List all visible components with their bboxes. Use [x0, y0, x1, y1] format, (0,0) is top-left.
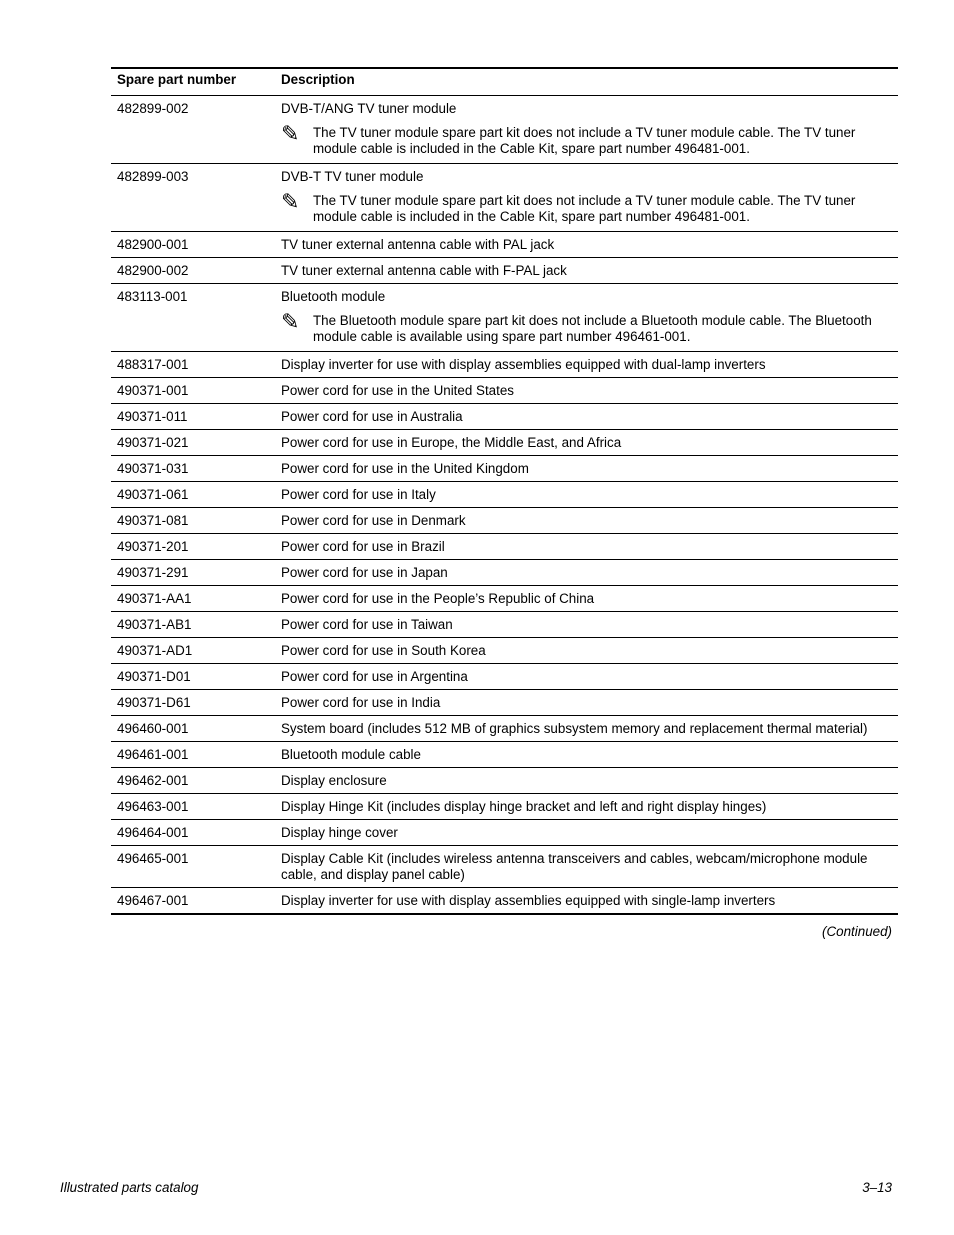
description-cell — [281, 612, 898, 638]
description-cell — [281, 742, 898, 768]
spare-part-number-cell: 496463-001 — [111, 794, 281, 820]
description-text: Power cord for use in South Korea — [281, 643, 486, 658]
table-row — [111, 768, 898, 794]
continued-label: (Continued) — [822, 924, 892, 939]
description-cell — [281, 164, 898, 232]
table-row — [111, 888, 898, 915]
description-text: Power cord for use in Japan — [281, 565, 448, 580]
table-body — [111, 96, 898, 915]
pencil-note-icon: ✎ — [281, 121, 300, 146]
description-cell — [281, 404, 898, 430]
description-text: Power cord for use in Australia — [281, 409, 463, 424]
table-row — [111, 284, 898, 352]
spare-part-number-cell: 482899-003 — [111, 164, 281, 232]
description-text: TV tuner external antenna cable with F-PAL jack — [281, 263, 567, 278]
footer-page-number: 3–13 — [862, 1180, 892, 1195]
note — [281, 189, 898, 225]
table-row — [111, 820, 898, 846]
table-row — [111, 404, 898, 430]
description-cell — [281, 534, 898, 560]
spare-part-number-cell: 490371-D01 — [111, 664, 281, 690]
description-text: Display enclosure — [281, 773, 387, 788]
description-cell — [281, 456, 898, 482]
description-cell — [281, 768, 898, 794]
description-cell — [281, 664, 898, 690]
table-row — [111, 456, 898, 482]
table-row — [111, 560, 898, 586]
description-text: Bluetooth module cable — [281, 747, 421, 762]
description-cell — [281, 284, 898, 352]
description-text: Power cord for use in Europe, the Middle East, and Africa — [281, 435, 622, 450]
header-spare-part-number: Spare part number — [111, 68, 281, 96]
spare-part-number-cell: 490371-081 — [111, 508, 281, 534]
description-cell — [281, 586, 898, 612]
spare-part-number-cell: 496465-001 — [111, 846, 281, 888]
description-cell — [281, 232, 898, 258]
description-text: Power cord for use in Taiwan — [281, 617, 453, 632]
spare-part-number-cell: 490371-201 — [111, 534, 281, 560]
spare-part-number-cell: 482900-001 — [111, 232, 281, 258]
pencil-note-icon: ✎ — [281, 309, 300, 334]
table-row — [111, 258, 898, 284]
description-cell — [281, 352, 898, 378]
spare-part-number-cell: 482899-002 — [111, 96, 281, 164]
note-text: The Bluetooth module spare part kit does not include a Bluetooth module cable. The Bluetooth module cable is available using spare part number 496461-001. — [313, 313, 872, 344]
spare-part-number-cell: 490371-001 — [111, 378, 281, 404]
table-row — [111, 664, 898, 690]
table-row — [111, 846, 898, 888]
spare-part-number-cell: 496464-001 — [111, 820, 281, 846]
pencil-note-icon: ✎ — [281, 189, 300, 214]
description-cell — [281, 482, 898, 508]
header-description: Description — [281, 68, 898, 96]
description-cell — [281, 378, 898, 404]
description-text: TV tuner external antenna cable with PAL jack — [281, 237, 555, 252]
description-text: Display inverter for use with display assemblies equipped with dual-lamp inverters — [281, 357, 766, 372]
spare-part-number-cell: 490371-011 — [111, 404, 281, 430]
table-row — [111, 378, 898, 404]
table-row — [111, 794, 898, 820]
spare-part-number-cell: 482900-002 — [111, 258, 281, 284]
spare-part-number-cell: 490371-291 — [111, 560, 281, 586]
footer-section-title: Illustrated parts catalog — [60, 1180, 199, 1195]
spare-part-number-cell: 490371-061 — [111, 482, 281, 508]
table-row — [111, 742, 898, 768]
description-text: DVB-T TV tuner module — [281, 169, 424, 184]
table-row — [111, 690, 898, 716]
table-row — [111, 508, 898, 534]
description-text: Display inverter for use with display assemblies equipped with single-lamp inverters — [281, 893, 776, 908]
description-text: Power cord for use in Argentina — [281, 669, 468, 684]
table-row — [111, 482, 898, 508]
description-text: Bluetooth module — [281, 289, 386, 304]
table-row — [111, 716, 898, 742]
spare-part-number-cell: 490371-D61 — [111, 690, 281, 716]
description-cell — [281, 258, 898, 284]
spare-part-number-cell: 496461-001 — [111, 742, 281, 768]
description-cell — [281, 794, 898, 820]
description-cell — [281, 820, 898, 846]
description-text: Power cord for use in Italy — [281, 487, 436, 502]
note — [281, 309, 898, 345]
spare-part-number-cell: 490371-AA1 — [111, 586, 281, 612]
note-text: The TV tuner module spare part kit does not include a TV tuner module cable. The TV tuner module cable is included in the Cable Kit, spare part number 496481-001. — [313, 125, 856, 156]
note — [281, 121, 898, 157]
description-text: System board (includes 512 MB of graphics subsystem memory and replacement thermal material) — [281, 721, 868, 736]
description-text: Power cord for use in India — [281, 695, 441, 710]
spare-part-number-cell: 490371-031 — [111, 456, 281, 482]
spare-part-number-cell: 496462-001 — [111, 768, 281, 794]
description-cell — [281, 430, 898, 456]
spare-part-number-cell: 490371-021 — [111, 430, 281, 456]
description-cell — [281, 846, 898, 888]
description-text: Display hinge cover — [281, 825, 398, 840]
description-text: Power cord for use in the United Kingdom — [281, 461, 529, 476]
description-text: DVB-T/ANG TV tuner module — [281, 101, 457, 116]
table-row — [111, 586, 898, 612]
table-row — [111, 352, 898, 378]
table-row — [111, 164, 898, 232]
description-cell — [281, 690, 898, 716]
table-row — [111, 612, 898, 638]
description-cell — [281, 638, 898, 664]
spare-part-number-cell: 490371-AB1 — [111, 612, 281, 638]
description-text: Display Cable Kit (includes wireless antenna transceivers and cables, webcam/microphone module cable, and display panel cable) — [281, 851, 868, 882]
description-text: Display Hinge Kit (includes display hinge bracket and left and right display hinges) — [281, 799, 767, 814]
description-cell — [281, 560, 898, 586]
description-text: Power cord for use in Brazil — [281, 539, 445, 554]
table-row — [111, 232, 898, 258]
spare-part-number-cell: 483113-001 — [111, 284, 281, 352]
table-row — [111, 638, 898, 664]
description-cell — [281, 508, 898, 534]
spare-parts-table — [111, 67, 898, 915]
description-cell — [281, 716, 898, 742]
table-row — [111, 534, 898, 560]
description-text: Power cord for use in the United States — [281, 383, 514, 398]
table-header-row — [111, 68, 898, 96]
table-row — [111, 430, 898, 456]
description-text: Power cord for use in Denmark — [281, 513, 466, 528]
spare-part-number-cell: 488317-001 — [111, 352, 281, 378]
note-text: The TV tuner module spare part kit does not include a TV tuner module cable. The TV tuner module cable is included in the Cable Kit, spare part number 496481-001. — [313, 193, 856, 224]
spare-part-number-cell: 490371-AD1 — [111, 638, 281, 664]
spare-part-number-cell: 496467-001 — [111, 888, 281, 915]
description-cell — [281, 96, 898, 164]
table-row — [111, 96, 898, 164]
spare-part-number-cell: 496460-001 — [111, 716, 281, 742]
description-cell — [281, 888, 898, 915]
description-text: Power cord for use in the People’s Republic of China — [281, 591, 595, 606]
